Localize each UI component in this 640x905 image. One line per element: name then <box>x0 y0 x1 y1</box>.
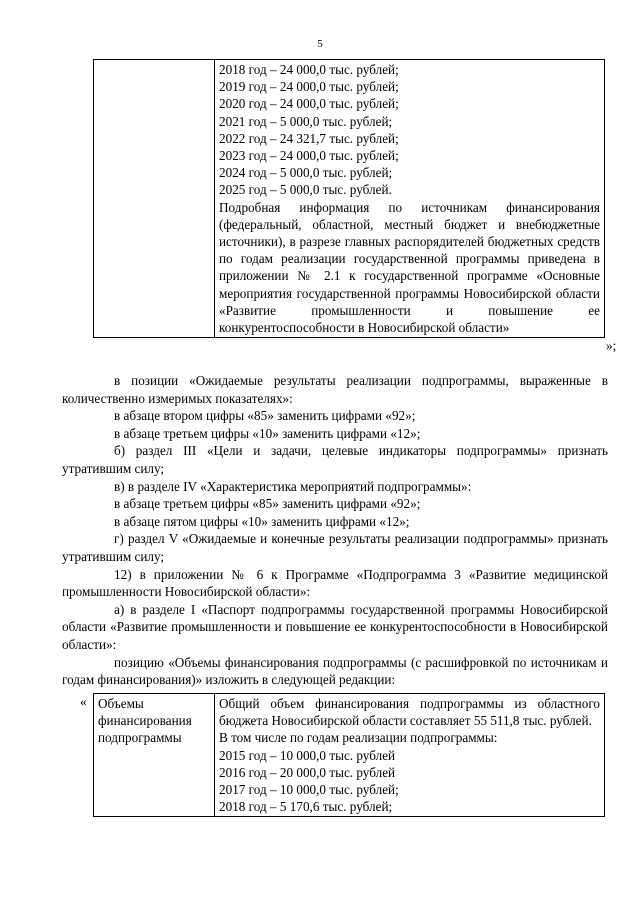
year-line: 2023 год – 24 000,0 тыс. рублей; <box>219 148 399 164</box>
paragraph: в позиции «Ожидаемые результаты реализации подпрограммы, выраженные в количественно измеримых показателях»: <box>62 373 608 406</box>
year-line: 2021 год – 5 000,0 тыс. рублей; <box>219 113 393 129</box>
paragraph: б) раздел III «Цели и задачи, целевые индикаторы подпрограммы» признать утратившим силу; <box>62 443 608 476</box>
year-line: 2018 год – 5 170,6 тыс. рублей; <box>219 799 393 815</box>
page-number: 5 <box>317 38 323 50</box>
closing-quote: »; <box>606 338 617 353</box>
paragraph: позицию «Объемы финансирования подпрограммы (с расшифровкой по источникам и годам финансирования)» изложить в следующей редакции: <box>62 654 608 688</box>
paragraph: в абзаце третьем цифры «85» заменить цифрами «92»; <box>114 496 421 512</box>
year-line: 2019 год – 24 000,0 тыс. рублей; <box>219 79 399 95</box>
paragraph: г) раздел V «Ожидаемые и конечные результаты реализации подпрограммы» признать утратившим силу; <box>62 531 608 564</box>
financing-info-text: Подробная информация по источникам финансирования (федеральный, областной, местный бюджет и внебюджетные источники), в разрезе главных распорядителей бюджетных средств по годам реализации государственной программы приведена в приложении № 2.1 к государственной программе «Основные мероприятия государственной программы Новосибирской области «Развитие промышленности и повышение ее конкурентоспособности в Новосибирской области» <box>219 199 600 336</box>
opening-quote: « <box>80 694 87 709</box>
financing-table-continued <box>93 59 605 338</box>
financing-details-cell <box>215 694 605 817</box>
financing-details-cell <box>215 60 605 338</box>
paragraph: в абзаце втором цифры «85» заменить цифрами «92»; <box>114 408 416 424</box>
year-line: 2025 год – 5 000,0 тыс. рублей. <box>219 182 392 198</box>
empty-label-cell <box>94 60 215 338</box>
total-financing-text: Общий объем финансирования подпрограммы из областного бюджета Новосибирской области составляет 55 511,8 тыс. рублей. <box>219 696 600 729</box>
year-line: 2018 год – 24 000,0 тыс. рублей; <box>219 62 399 77</box>
paragraph: а) в разделе I «Паспорт подпрограммы государственной программы Новосибирской области «Развитие промышленности и повышение ее конкурентоспособности в Новосибирской области»: <box>62 601 608 652</box>
paragraph: в абзаце третьем цифры «10» заменить цифрами «12»; <box>114 425 421 441</box>
paragraph: в абзаце пятом цифры «10» заменить цифрами «12»; <box>114 513 410 529</box>
year-line: 2022 год – 24 321,7 тыс. рублей; <box>219 130 399 146</box>
year-line: 2017 год – 10 000,0 тыс. рублей; <box>219 782 399 798</box>
year-line: 2016 год – 20 000,0 тыс. рублей <box>219 764 396 780</box>
financing-table-new <box>93 693 605 817</box>
by-years-intro: В том числе по годам реализации подпрограммы: <box>219 730 498 746</box>
financing-label-cell: Объемы финансирования подпрограммы <box>94 694 215 817</box>
paragraph: 12) в приложении № 6 к Программе «Подпрограмма 3 «Развитие медицинской промышленности Новосибирской области»: <box>62 566 608 600</box>
year-line: 2015 год – 10 000,0 тыс. рублей <box>219 747 396 763</box>
year-line: 2024 год – 5 000,0 тыс. рублей; <box>219 165 393 181</box>
paragraph: в) в разделе IV «Характеристика мероприятий подпрограммы»: <box>114 478 472 494</box>
year-line: 2020 год – 24 000,0 тыс. рублей; <box>219 96 399 112</box>
body-text <box>62 372 608 689</box>
